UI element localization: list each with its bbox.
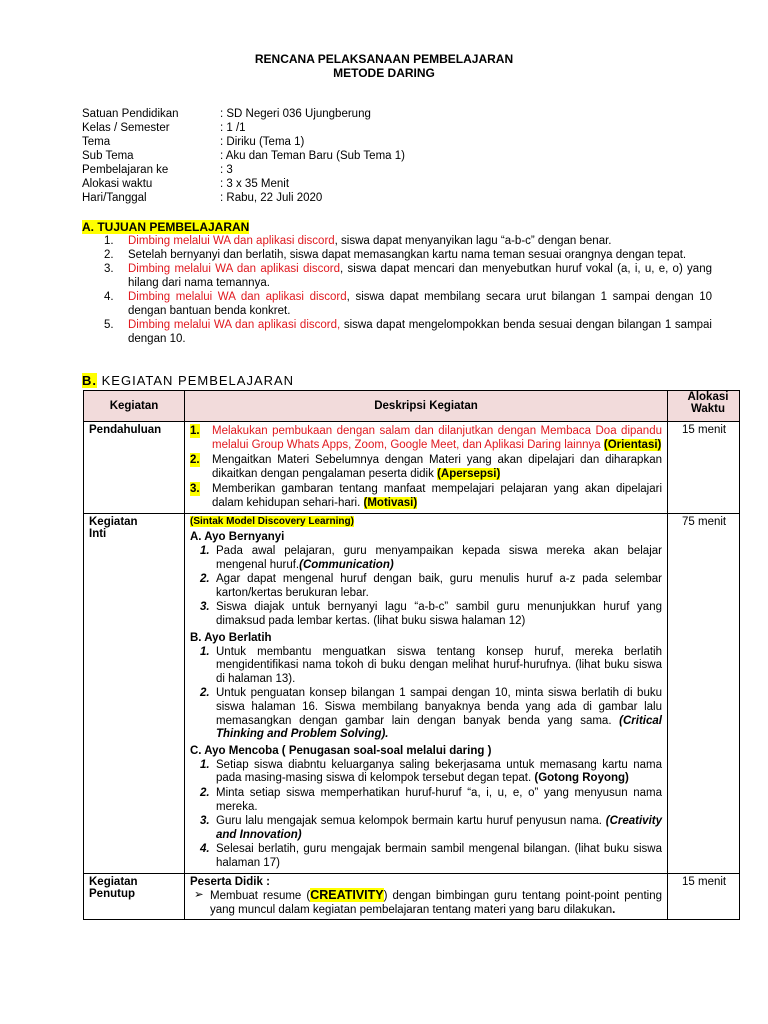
row-description <box>185 422 668 514</box>
section-b-heading: B. KEGIATAN PEMBELAJARAN <box>82 373 295 388</box>
list-item: 1. Setiap siswa diabntu keluarganya saling bekerjasama untuk memasang kartu nama pada masing-masing siswa di kelompok tersebut degan tepat. (Gotong Royong) <box>200 758 662 785</box>
arrow-bullet-icon: ➢ <box>194 889 204 902</box>
info-row: Sub Tema : Aku dan Teman Baru (Sub Tema 1) <box>82 150 405 162</box>
list-item: 1. Pada awal pelajaran, guru menyampaikan kepada siswa mereka akan belajar mengenal huruf.(Communication) <box>200 545 662 571</box>
subsection-title: A. Ayo Bernyanyi <box>190 531 285 543</box>
info-row: Pembelajaran ke : 3 <box>82 164 233 176</box>
info-row: Kelas / Semester : 1 /1 <box>82 122 246 134</box>
info-row: Hari/Tanggal : Rabu, 22 Juli 2020 <box>82 192 323 204</box>
objective-item: 5. Dimbing melalui WA dan aplikasi discord, siswa dapat mengelompokkan benda sesuai dengan bilangan 1 sampai dengan 10. <box>104 319 712 345</box>
row-label: Pendahuluan <box>84 422 185 514</box>
list-item: 4. Selesai berlatih, guru mengajak bermain sambil mengenal bilangan. (lihat buku siswa halaman 17) <box>200 843 662 869</box>
table-row-pendahuluan <box>84 422 740 514</box>
col-kegiatan: Kegiatan <box>84 391 185 422</box>
list-item: 1. Melakukan pembukaan dengan salam dan dilanjutkan dengan Membaca Doa dipandu melalui Group Whats Apps, Zoom, Google Meet, dan Aplikasi Daring lainnya (Orientasi) <box>190 425 662 451</box>
list-item: 1. Untuk membantu menguatkan siswa tentang konsep huruf, mereka berlatih mengidentifikasi nama tokoh di buku dengan melihat huruf-hurufnya. (lihat buku siswa di halaman 13). <box>200 645 662 685</box>
document-subtitle: METODE DARING <box>333 66 435 80</box>
row-time: 15 menit <box>668 874 740 920</box>
section-a-heading: A. TUJUAN PEMBELAJARAN <box>82 220 250 234</box>
row-description <box>185 514 668 874</box>
row-label: Kegiatan Penutup <box>84 874 185 920</box>
table-row-penutup <box>84 874 740 920</box>
list-item: ➢ Membuat resume (CREATIVITY) dengan bimbingan guru tentang point-point penting yang muncul dalam kegiatan pembelajaran tentang materi yang baru dilakukan. <box>194 888 662 917</box>
list-item: 3. Memberikan gambaran tentang manfaat mempelajari pelajaran yang akan dipelajari dalam kehidupan sehari-hari. (Motivasi) <box>190 483 662 509</box>
objective-item: 2. Setelah bernyanyi dan berlatih, siswa dapat memasangkan kartu nama teman sesuai orangnya dengan tepat. <box>104 249 687 261</box>
row-time: 75 menit <box>668 514 740 874</box>
info-row: Tema : Diriku (Tema 1) <box>82 136 305 148</box>
document-title: RENCANA PELAKSANAAN PEMBELAJARAN <box>254 52 514 66</box>
list-item: 2. Agar dapat mengenal huruf dengan baik, guru menulis huruf a-z pada selembar karton/kertas berukuran lebar. <box>200 573 662 599</box>
list-item: 2. Untuk penguatan konsep bilangan 1 sampai dengan 10, minta siswa berlatih di buku siswa halaman 16. Siswa membilang banyaknya benda yang ada di gambar lalu memasangkan dengan gambar lain dengan banyak benda yang sama. (Critical Thinking and Problem Solving). <box>200 687 662 741</box>
row-label: Kegiatan Inti <box>84 514 185 874</box>
subsection-title: C. Ayo Mencoba ( Penugasan soal-soal melalui daring ) <box>190 744 492 757</box>
objectives-list <box>104 234 712 346</box>
model-label: (Sintak Model Discovery Learning) <box>190 516 354 527</box>
col-deskripsi: Deskripsi Kegiatan <box>185 391 668 422</box>
objective-item: 3. Dimbing melalui WA dan aplikasi discord, siswa dapat mencari dan menyebutkan huruf vokal (a, i, u, e, o) yang hilang dari nama temannya. <box>104 263 712 289</box>
subsection-title: B. Ayo Berlatih <box>190 631 272 644</box>
objective-item: 4. Dimbing melalui WA dan aplikasi discord, siswa dapat membilang secara urut bilangan 1 sampai dengan 10 dengan bantuan benda konkret. <box>104 291 712 317</box>
list-item: 2. Minta setiap siswa memperhatikan huruf-huruf “a, i, u, e, o” yang menyusun nama mereka. <box>200 786 662 813</box>
table-header-row <box>84 391 740 422</box>
table-row-inti <box>84 514 740 874</box>
list-item: 3. Guru lalu mengajak semua kelompok bermain kartu huruf penyusun nama. (Creativity and Innovation) <box>200 815 662 841</box>
col-alokasi: Alokasi Waktu <box>668 391 740 422</box>
identity-block <box>82 107 405 205</box>
row-description <box>185 874 668 920</box>
list-item: 3. Siswa diajak untuk bernyanyi lagu “a-b-c” sambil guru menunjukkan huruf yang dimaksud pada lembar kertas. (lihat buku siswa halaman 12) <box>200 601 662 627</box>
info-row: Satuan Pendidikan : SD Negeri 036 Ujungberung <box>82 108 371 120</box>
activities-table <box>83 390 740 920</box>
penutup-heading: Peserta Didik : <box>190 876 270 889</box>
info-row: Alokasi waktu : 3 x 35 Menit <box>82 178 290 190</box>
row-time: 15 menit <box>668 422 740 514</box>
list-item: 2. Mengaitkan Materi Sebelumnya dengan Materi yang akan dipelajari dan diharapkan dikaitkan dengan pengalaman peserta didik (Apersepsi) <box>190 454 662 480</box>
objective-item: 1. Dimbing melalui WA dan aplikasi discord, siswa dapat menyanyikan lagu “a-b-c” dengan benar. <box>104 235 612 247</box>
